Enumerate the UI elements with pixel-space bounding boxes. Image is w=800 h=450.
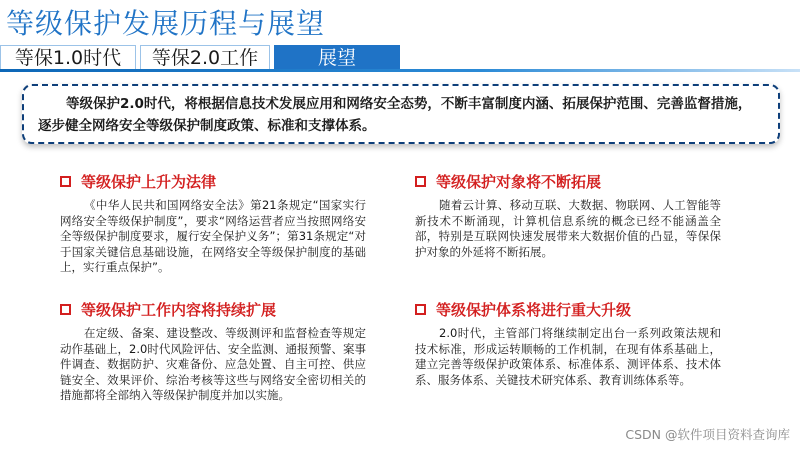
section-title: 等级保护工作内容将持续扩展 xyxy=(81,300,277,319)
section-body: 在定级、备案、建设整改、等级测评和监督检查等规定动作基础上，2.0时代风险评估、安全监测、通报预警、案事件调查、数据防护、灾难备份、应急处置、自主可控、供应链安全、效果评价、综治考核等这些与网络安全密切相关的措施都将全部纳入等级保护制度并加以实施。 xyxy=(60,326,366,402)
section-law xyxy=(60,170,380,276)
tab-bar xyxy=(0,43,800,72)
section-header xyxy=(415,298,735,320)
square-bullet-icon xyxy=(60,176,71,187)
section-header xyxy=(60,298,380,320)
section-body: 《中华人民共和国网络安全法》第21条规定“国家实行网络安全等级保护制度”，要求“网络运营者应当按照网络安全等级保护制度要求，履行安全保护义务”；第31条规定“对于国家关键信息基础设施，在网络安全等级保护制度的基础上，实行重点保护”。 xyxy=(60,198,366,274)
tab-underline xyxy=(0,69,800,72)
square-bullet-icon xyxy=(415,304,426,315)
tab-dengbao-2-0[interactable]: 等保2.0工作 xyxy=(140,45,270,70)
page-title: 等级保护发展历程与展望 xyxy=(6,7,326,40)
tab-outlook[interactable]: 展望 xyxy=(274,45,400,70)
section-header xyxy=(415,170,735,192)
tab-dengbao-1-0[interactable]: 等保1.0时代 xyxy=(0,45,136,70)
section-header xyxy=(60,170,380,192)
watermark-credit: CSDN @软件项目资料查询库 xyxy=(625,427,790,442)
section-title: 等级保护体系将进行重大升级 xyxy=(436,300,632,319)
section-title: 等级保护上升为法律 xyxy=(81,172,217,191)
section-system xyxy=(415,298,735,388)
section-title: 等级保护对象将不断拓展 xyxy=(436,172,602,191)
section-work xyxy=(60,298,380,404)
square-bullet-icon xyxy=(415,176,426,187)
summary-box: 等级保护2.0时代，将根据信息技术发展应用和网络安全态势，不断丰富制度内涵、拓展保护范围、完善监督措施，逐步健全网络安全等级保护制度政策、标准和支撑体系。 xyxy=(22,84,780,144)
section-body: 2.0时代，主管部门将继续制定出台一系列政策法规和技术标准，形成运转顺畅的工作机制，在现有体系基础上，建立完善等级保护政策体系、标准体系、测评体系、技术体系、服务体系、关键技术研究体系、教育训练体系等。 xyxy=(415,326,721,387)
square-bullet-icon xyxy=(60,304,71,315)
section-scope xyxy=(415,170,735,260)
section-body: 随着云计算、移动互联、大数据、物联网、人工智能等新技术不断涌现，计算机信息系统的概念已经不能涵盖全部，特别是互联网快速发展带来大数据价值的凸显，等保保护对象的外延将不断拓展。 xyxy=(415,198,721,259)
